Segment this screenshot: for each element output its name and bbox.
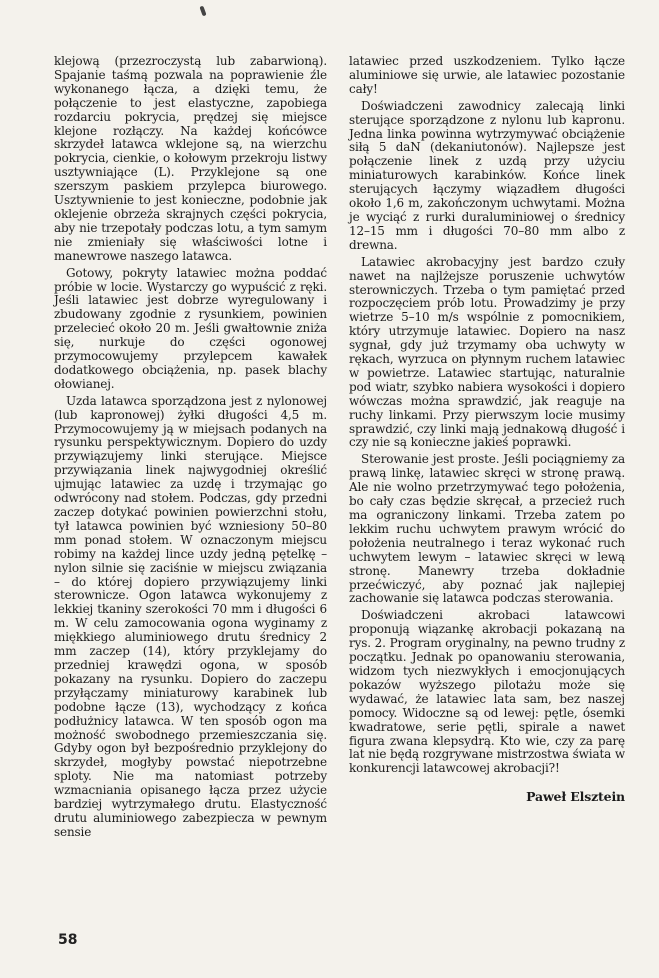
left-text-column [54,55,327,843]
paragraph: Uzda latawca sporządzona jest z nylonowej (lub kapronowej) żyłki długości 4,5 m. Przymocowujemy ją w miejsach podanych na rysunku perspektywicznym. Dopiero do uzdy przywiązujemy linki sterujące. Miejsce przywiązania linek najwygodniej określić ujmując latawiec za uzdę i trzymając go odwrócony nad stołem. Podczas, gdy przedni zaczep dotykać powinien powierzchni stołu, tył latawca powinien być wzniesiony 50–80 mm ponad stołem. W oznaczonym miejscu robimy na każdej lince uzdy jedną pętelkę – nylon silnie się zaciśnie w miejscu związania – do której dopiero przywiązujemy linki sterownicze. Ogon latawca wykonujemy z lekkiej tkaniny szerokości 70 mm i długości 6 m. W celu zamocowania ogona wyginamy z miękkiego aluminiowego drutu średnicy 2 mm zaczep (14), który przyklejamy do przedniej krawędzi ogona, w sposób pokazany na rysunku. Dopiero do zaczepu przyłączamy miniaturowy karabinek lub podobne łącze (13), wychodzący z końca podłużnicy latawca. W ten sposób ogon ma możność swobodnego przemieszczania się. Gdyby ogon był bezpośrednio przyklejony do skrzydeł, mogłyby powstać niepotrzebne sploty. Nie ma natomiast potrzeby wzmacniania opisanego łącza przez użycie bardziej wytrzymałego drutu. Elastyczność drutu aluminiowego zabezpiecza w pewnym sensie [54,393,327,839]
right-text-column [349,55,625,807]
paragraph: latawiec przed uszkodzeniem. Tylko łącze aluminiowe się urwie, ale latawiec pozostanie cały! [349,54,625,96]
author-signature: Paweł Elsztein [526,789,625,805]
page-number: 58 [58,932,78,948]
paragraph: Gotowy, pokryty latawiec można poddać próbie w locie. Wystarczy go wypuścić z ręki. Jeśli latawiec jest dobrze wyregulowany i zbudowany zgodnie z rysunkiem, powinien przelecieć około 20 m. Jeśli gwałtownie zniża się, nurkuje do części ogonowej przymocowujemy przylepcem kawałek dodatkowego obciążenia, np. pasek blachy ołowianej. [54,265,327,391]
paragraph: klejową (przezroczystą lub zabarwioną). Spajanie taśmą pozwala na poprawienie źle wykonanego łącza, a dzięki temu, że połączenie to jest elastyczne, zapobiega rozdarciu pokrycia, prędzej się miejsce klejone rozłączy. Na każdej końcówce skrzydeł latawca wklejone są, na wierzchu pokrycia, cienkie, o kołowym przekroju listwy usztywniające (L). Przyklejone są one szerszym paskiem przylepca biurowego. Usztywnienie to jest konieczne, podobnie jak oklejenie obrzeża skrajnych części pokrycia, aby nie trzepotały podczas lotu, a tym samym nie zmieniały się właściwości lotne i manewrowe naszego latawca. [54,54,327,263]
paragraph: Doświadczeni zawodnicy zalecają linki sterujące sporządzone z nylonu lub kapronu. Jedna linka powinna wytrzymywać obciążenie siłą 5 daN (dekaniutonów). Najlepsze jest połączenie linek z uzdą przy użyciu miniaturowych karabinków. Końce linek sterujących łączymy wiązadłem długości około 1,6 m, zakończonym uchwytami. Można je wyciąć z rurki duraluminiowej o średnicy 12–15 mm i długości 70–80 mm albo z drewna. [349,98,625,252]
paragraph: Doświadczeni akrobaci latawcowi proponują wiązankę akrobacji pokazaną na rys. 2. Program oryginalny, na pewno trudny z początku. Jednak po opanowaniu sterowania, widzom tych niezwykłych i emocjonujących pokazów wyższego pilotażu może się wydawać, że latawiec lata sam, bez naszej pomocy. Widoczne są od lewej: pętle, ósemki kwadratowe, serie pętli, spirale a nawet figura zwana klepsydrą. Kto wie, czy za parę lat nie będą rozgrywane mistrzostwa świata w konkurencji latawcowej akrobacji?! [349,608,625,776]
paragraph: Latawiec akrobacyjny jest bardzo czuły nawet na najlżejsze poruszenie uchwytów sterowniczych. Trzeba o tym pamiętać przed rozpoczęciem prób lotu. Prowadzimy je przy wietrze 5–10 m/s wspólnie z pomocnikiem, który utrzymuje latawiec. Dopiero na nasz sygnał, gdy już trzymamy oba uchwyty w rękach, wyrzuca on płynnym ruchem latawiec w powietrze. Latawiec startując, naturalnie pod wiatr, szybko nabiera wysokości i dopiero wówczas można sprawdzić, jak reaguje na ruchy linkami. Przy pierwszym locie musimy sprawdzić, czy linki mają jednakową długość i czy nie są konieczne jakieś poprawki. [349,254,625,450]
print-speck [199,6,206,17]
paragraph: Sterowanie jest proste. Jeśli pociągniemy za prawą linkę, latawiec skręci w stronę prawą. Ale nie wolno przetrzymywać tego położenia, bo cały czas będzie skręcał, a przecież ruch ma ograniczony linkami. Trzeba zatem po lekkim ruchu uchwytem prawym wrócić do położenia neutralnego i teraz wykonać ruch uchwytem lewym – latawiec skręci w lewą stronę. Manewry trzeba dokładnie przećwiczyć, aby poznać jak najlepiej zachowanie się latawca podczas sterowania. [349,452,625,606]
